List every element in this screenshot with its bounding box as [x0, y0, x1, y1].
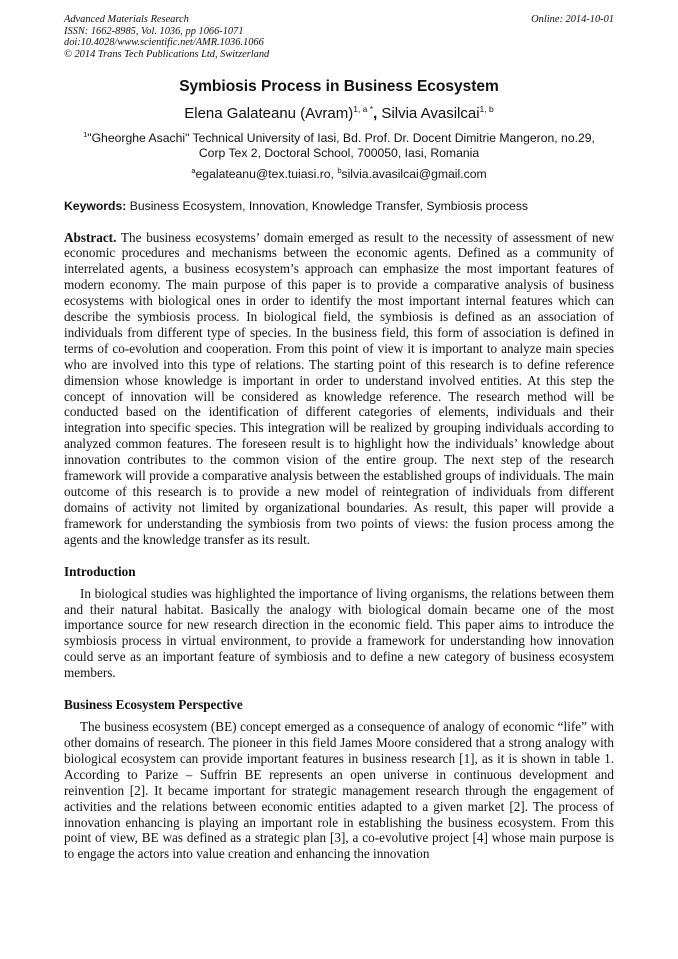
affiliation-line-2: Corp Tex 2, Doctoral School, 700050, Iasi, Romania	[198, 146, 480, 161]
affiliation-sup: 1	[83, 130, 88, 140]
abstract-text: The business ecosystems’ domain emerged as result to the necessity of assessment of new economic procedures and mechanisms between the economic agents. Defined as a community of interrelated agents, a business ecosystem’s approach can emphasize the most important features of modern economy. The main purpose of this paper is to provide a comparative analysis of business ecosystems with biological ones in order to identify the most important internal features which can describe the symbiosis process. In biological field, the symbiosis is defined as an association of individuals from different type of species. In the business field, this form of association is defined in terms of co-evolution and cooperation. From this point of view it is important to analyze main species who are involved into this type of relations. The starting point of this research is to define reference dimension whose knowledge is important in order to understand involved entities. At this step the concept of innovation will be considered as knowledge reference. The research method will be conducted based on the identification of different categories of elements, individuals and their integration into specific species. This integration will be realized by grouping individuals according to analyzed common features. The foreseen result is to highlight how the individuals’ knowledge about innovation contributes to the common vision of the entire group. The next step of the research framework will provide a comparative analysis between the established groups of individuals. The main outcome of this research is to provide a new model of reintegration of individuals from different domains of activity not limited by organizational boundaries. As result, this paper will provide a framework for understanding the symbiosis from two points of views: the fusion process among the agents and the knowledge transfer as its result.	[64, 229, 614, 547]
author-1-name: Elena Galateanu (Avram)	[184, 105, 354, 123]
business-ecosystem-perspective-paragraph: The business ecosystem (BE) concept emerged as a consequence of analogy of economic “life” with other domains of research. The pioneer in this field James Moore considered that a strong analogy with biological ecosystem can provide important features in business research [1], as it is shown in table 1. According to Parize – Suffrin BE represents an open universe in continuous development and reinvention [2]. It became important for strategic management research through the engagement of activities and the relations between economic entities adapted to a given market [2]. The process of innovation enhancing is playing an important role in establishing the business ecosystem. From this point of view, BE was defined as a strategic plan [3], a co-evolutive project [4] whose main purpose is to engage the actors into value creation and enhancing the innovation	[64, 719, 614, 862]
author-1-affil-sup: 1, a *	[353, 104, 374, 115]
journal-name: Advanced Materials Research	[64, 14, 189, 25]
copyright-line: © 2014 Trans Tech Publications Ltd, Switzerland	[64, 48, 270, 60]
online-date: Online: 2014-10-01	[531, 14, 614, 25]
affiliation-line-1: $^1$"Gheorghe Asachi" Technical University of Iasi, Bd. Prof. Dr. Docent Dimitrie Mangeron, no.29,	[83, 130, 595, 146]
author-separator: ,	[373, 105, 378, 123]
email-a: egalateanu@tex.tuiasi.ro,	[195, 167, 334, 182]
introduction-heading: Introduction	[64, 563, 136, 579]
email-b-sup: b	[337, 166, 342, 176]
issn-line: ISSN: 1662-8985, Vol. 1036, pp 1066-1071	[64, 25, 244, 37]
business-ecosystem-perspective-heading: Business Ecosystem Perspective	[64, 697, 243, 713]
introduction-paragraph: In biological studies was highlighted the importance of living organisms, the relations between them and their natural habitat. Basically the analogy with biological domain became one of the most importance source for new research direction in the economic field. This paper aims to introduce the symbiosis process in virtual environment, to provide a framework for understanding how innovation could serve as an important feature of symbiosis and to define a new category of business ecosystem members.	[64, 585, 614, 681]
journal-header	[64, 14, 614, 60]
keywords-label: Keywords:	[64, 198, 127, 213]
author-emails	[64, 166, 614, 181]
abstract-label: Abstract.	[64, 229, 117, 245]
keywords-text: Business Ecosystem, Innovation, Knowledge Transfer, Symbiosis process	[126, 198, 529, 213]
email-a-sup: a	[191, 166, 196, 176]
author-2-name: Silvia Avasilcai	[377, 105, 480, 123]
keywords	[64, 199, 614, 213]
email-b: silvia.avasilcai@gmail.com	[341, 167, 487, 182]
abstract-paragraph	[64, 230, 614, 548]
affiliation	[64, 127, 614, 161]
paper-title: Symbiosis Process in Business Ecosystem	[179, 78, 499, 96]
doi-line: doi:10.4028/www.scientific.net/AMR.1036.1066	[64, 37, 264, 49]
author-2-affil-sup: 1, b	[479, 104, 494, 115]
paper-page	[64, 14, 614, 862]
author-line	[64, 104, 614, 122]
